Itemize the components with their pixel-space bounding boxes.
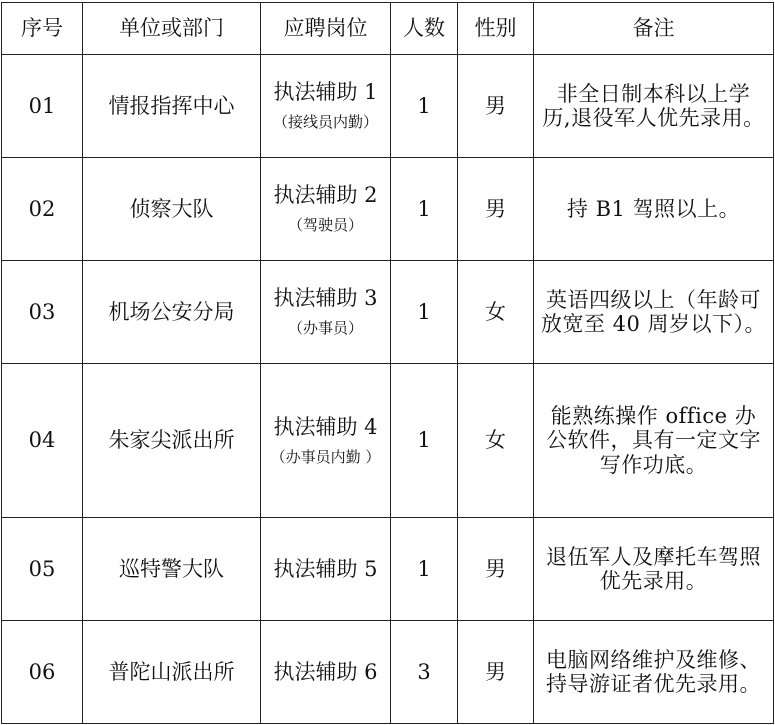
- remark-line: 退伍军人及摩托车驾照: [546, 544, 761, 569]
- table-row: [2, 158, 774, 261]
- recruitment-table: [1, 2, 774, 724]
- table-row: [2, 364, 774, 518]
- remark-line: 优先录用。: [599, 569, 708, 593]
- remark-line: 持 B1 驾照以上。: [566, 196, 741, 221]
- count-cell: 3: [391, 621, 458, 724]
- header-cell: 序号: [2, 3, 83, 55]
- position-cell: [261, 621, 391, 724]
- row-number: 04: [2, 364, 83, 518]
- row-number: 06: [2, 621, 83, 724]
- gender-cell: 男: [458, 621, 534, 724]
- position-note: （接线员内勤）: [272, 113, 378, 132]
- header-cell: 人数: [391, 3, 458, 55]
- header-cell: 备注: [534, 3, 774, 55]
- remark-cell: [534, 518, 774, 621]
- remark-line: 能熟练操作 office 办: [550, 404, 757, 429]
- position-title: 执法辅助 5: [273, 556, 378, 581]
- position-title: 执法辅助 6: [273, 659, 378, 684]
- unit-cell: 巡特警大队: [83, 518, 261, 621]
- table-row: [2, 621, 774, 724]
- gender-cell: 男: [458, 518, 534, 621]
- unit-cell: 侦察大队: [83, 158, 261, 261]
- remark-line: 电脑网络维护及维修、: [546, 647, 761, 672]
- remark-cell: [534, 621, 774, 724]
- unit-cell: 普陀山派出所: [83, 621, 261, 724]
- gender-cell: 男: [458, 55, 534, 158]
- row-number: 03: [2, 261, 83, 364]
- remark-cell: [534, 158, 774, 261]
- position-cell: [261, 55, 391, 158]
- remark-line: 放宽至 40 周岁以下）。: [540, 312, 767, 336]
- unit-cell: 机场公安分局: [83, 261, 261, 364]
- remark-cell: [534, 261, 774, 364]
- header-cell: 应聘岗位: [261, 3, 391, 55]
- position-title: 执法辅助 1: [273, 80, 378, 105]
- remark-line: 写作功底。: [599, 452, 708, 477]
- position-title: 执法辅助 3: [273, 286, 378, 311]
- row-number: 02: [2, 158, 83, 261]
- row-number: 05: [2, 518, 83, 621]
- position-note: （办事员内勤 ）: [270, 447, 381, 466]
- gender-cell: 女: [458, 364, 534, 518]
- remark-line: 公软件，具有一定文字: [546, 428, 761, 453]
- remark-line: 持导游证者优先录用。: [546, 672, 761, 696]
- gender-cell: 男: [458, 158, 534, 261]
- position-cell: [261, 518, 391, 621]
- header-row: [2, 3, 774, 55]
- position-note: （驾驶员）: [287, 216, 363, 235]
- position-title: 执法辅助 4: [273, 414, 378, 439]
- count-cell: 1: [391, 261, 458, 364]
- gender-cell: 女: [458, 261, 534, 364]
- count-cell: 1: [391, 55, 458, 158]
- header-cell: 性别: [458, 3, 534, 55]
- position-title: 执法辅助 2: [273, 183, 378, 208]
- remark-line: 历,退役军人优先录用。: [542, 106, 765, 130]
- position-note: （办事员）: [287, 319, 363, 338]
- header-cell: 单位或部门: [83, 3, 261, 55]
- count-cell: 1: [391, 518, 458, 621]
- remark-cell: [534, 364, 774, 518]
- row-number: 01: [2, 55, 83, 158]
- table-row: [2, 518, 774, 621]
- position-cell: [261, 364, 391, 518]
- table-row: [2, 261, 774, 364]
- remark-line: 英语四级以上（年龄可: [546, 287, 761, 312]
- table-row: [2, 55, 774, 158]
- unit-cell: 情报指挥中心: [83, 55, 261, 158]
- unit-cell: 朱家尖派出所: [83, 364, 261, 518]
- position-cell: [261, 261, 391, 364]
- position-cell: [261, 158, 391, 261]
- count-cell: 1: [391, 364, 458, 518]
- remark-line: 非全日制本科以上学: [556, 81, 751, 106]
- count-cell: 1: [391, 158, 458, 261]
- remark-cell: [534, 55, 774, 158]
